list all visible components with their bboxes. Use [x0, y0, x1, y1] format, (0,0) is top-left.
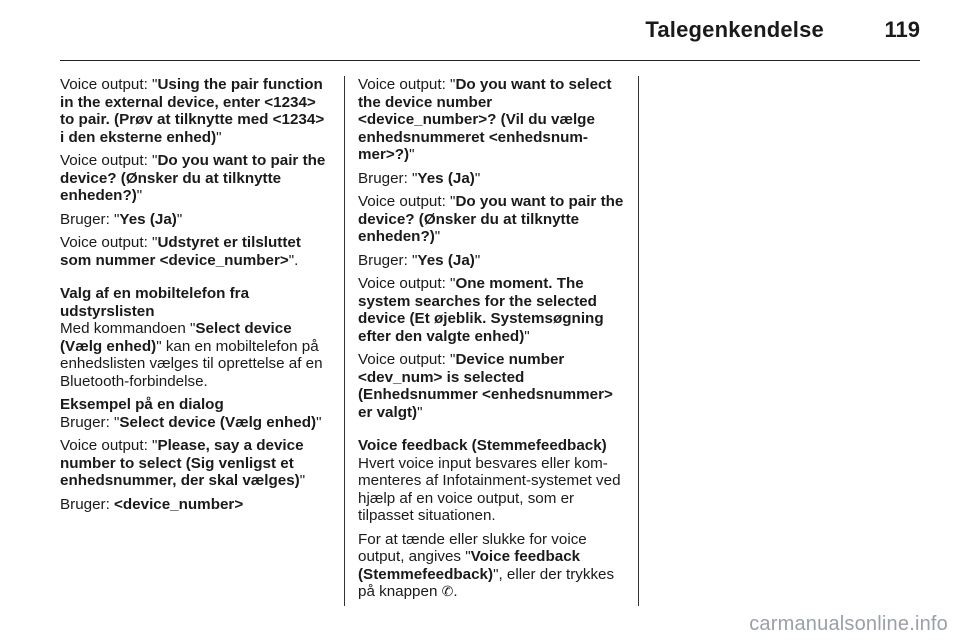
paragraph: Bruger: "Yes (Ja)" [60, 210, 183, 228]
column-divider [344, 76, 345, 606]
section-heading: Valg af en mobiltelefon fra udstyrslisten [60, 285, 250, 320]
paragraph: Bruger: "Yes (Ja)" [358, 169, 481, 187]
middle-column [358, 76, 626, 607]
section-heading: Eksempel på en dialog [60, 396, 224, 413]
paragraph: Voice output: "Udstyret er tilsluttet som nummer <device_number>". [60, 234, 301, 269]
phone-icon: ✆ [441, 583, 454, 599]
paragraph: Voice output: "Please, say a device number to select (Sig venligst et enhedsnummer, der skal vælges)" [60, 437, 306, 489]
left-column [60, 76, 332, 519]
column-divider [638, 76, 639, 606]
paragraph: Voice output: "Do you want to pair the device? (Ønsker du at tilknytte enheden?)" [358, 193, 624, 245]
page-number: 119 [884, 17, 920, 42]
paragraph: Voice output: "Do you want to select the device number <device_number>? (Vil du vælge enhedsnummeret <enhedsnum-mer>?)" [358, 76, 612, 163]
paragraph: Bruger: "Yes (Ja)" [358, 251, 481, 269]
paragraph: Voice output: "One moment. The system searches for the selected device (Et øjeblik. Systemsøgning efter den valgte enhed)" [358, 275, 604, 345]
header-divider [60, 60, 920, 61]
paragraph: Med kommandoen "Select device (Vælg enhed)" kan en mobiltelefon på enhedslisten vælges til oprettelse af en Bluetooth-forbindelse. [60, 320, 323, 390]
paragraph: Voice output: "Do you want to pair the device? (Ønsker du at tilknytte enheden?)" [60, 152, 326, 204]
paragraph: Voice output: "Device number <dev_num> is selected (Enhedsnummer <enhedsnummer> er valgt)" [358, 351, 613, 421]
paragraph: Voice output: "Using the pair function in the external device, enter <1234> to pair. (Prøv at tilknytte med <1234> i den eksterne enhed)" [60, 76, 325, 146]
paragraph: For at tænde eller slukke for voice output, angives "Voice feedback (Stemmefeedback)", eller der trykkes på knappen ✆. [358, 530, 615, 600]
section-heading: Voice feedback (Stemmefeedback) [358, 437, 607, 454]
paragraph: Bruger: "Select device (Vælg enhed)" [60, 413, 322, 431]
watermark: carmanualsonline.info [749, 613, 948, 635]
page-title: Talegenkendelse [645, 17, 824, 42]
paragraph: Hvert voice input besvares eller kom-menteres af Infotainment-systemet ved hjælp af en voice output, som er tilpasset situationen. [358, 454, 621, 524]
paragraph: Bruger: <device_number> [60, 495, 244, 513]
